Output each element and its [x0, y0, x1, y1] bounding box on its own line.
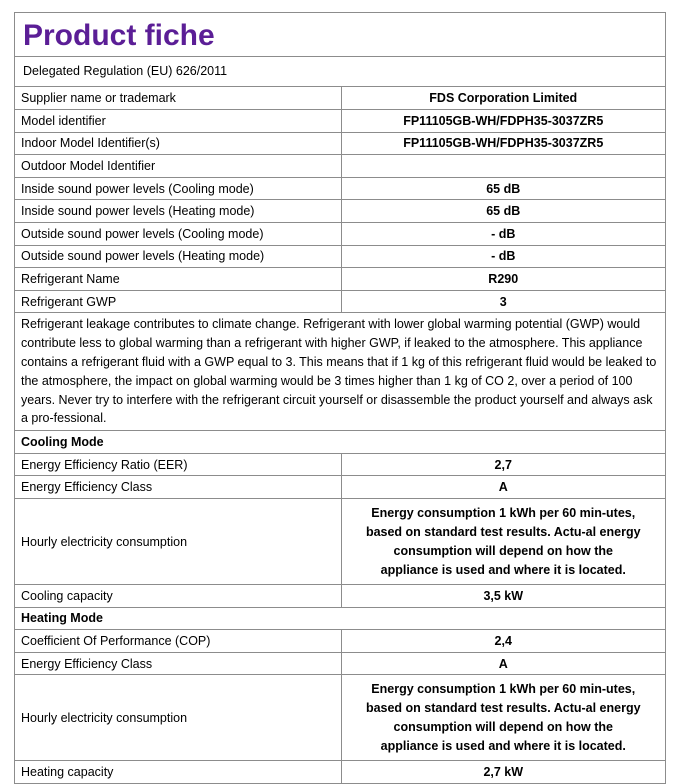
row-value: - dB	[341, 223, 665, 246]
row-label: Refrigerant GWP	[15, 290, 341, 313]
row-label: Outside sound power levels (Cooling mode)	[15, 223, 341, 246]
table-row	[15, 652, 665, 675]
row-value: 3,5 kW	[341, 585, 665, 608]
row-label: Inside sound power levels (Heating mode)	[15, 200, 341, 223]
row-value: FP11105GB-WH/FDPH35-3037ZR5	[341, 110, 665, 133]
table-row	[15, 200, 665, 223]
table-row	[15, 585, 665, 608]
row-label: Inside sound power levels (Cooling mode)	[15, 177, 341, 200]
table-row	[15, 110, 665, 133]
row-value: 2,4	[341, 630, 665, 653]
refrigerant-note-row	[15, 313, 665, 431]
row-label: Indoor Model Identifier(s)	[15, 132, 341, 155]
row-value: 2,7 kW	[483, 765, 524, 780]
row-value: 65 dB	[341, 200, 665, 223]
table-row	[15, 245, 665, 268]
table-row	[15, 675, 665, 761]
table-row	[15, 761, 665, 784]
heating-mode-heading: Heating Mode	[15, 607, 665, 630]
row-value	[341, 155, 665, 178]
row-value: A	[341, 476, 665, 499]
row-value: Energy consumption 1 kWh per 60 min-utes, based on standard test results. Actu-al energy consumption will depend on how the appliance is used and where it is located.	[341, 675, 665, 761]
row-value: 65 dB	[341, 177, 665, 200]
row-label: Outdoor Model Identifier	[15, 155, 341, 178]
row-label: Heating capacity	[15, 761, 341, 784]
table-row	[15, 290, 665, 313]
row-label: Hourly electricity consumption	[15, 499, 341, 585]
product-fiche-sheet	[14, 12, 666, 784]
table-row	[15, 268, 665, 291]
page-title: Product fiche	[15, 13, 665, 57]
fiche-table	[15, 87, 665, 783]
row-label: Cooling capacity	[15, 585, 341, 608]
row-label: Energy Efficiency Class	[15, 652, 341, 675]
refrigerant-note: Refrigerant leakage contributes to climate change. Refrigerant with lower global warming potential (GWP) would contribute less to global warming than a refrigerant with higher GWP, if leaked to the atmosphere. This appliance contains a refrigerant fluid with a GWP equal to 3. This means that if 1 kg of this refrigerant fluid would be leaked to the atmosphere, the impact on global warming would be 3 times higher than 1 kg of CO 2, over a period of 100 years. Never try to interfere with the refrigerant circuit yourself or disassemble the product yourself and always ask a pro-fessional.	[15, 313, 665, 431]
row-value: A	[341, 652, 665, 675]
row-label: Energy Efficiency Ratio (EER)	[15, 453, 341, 476]
row-label: Hourly electricity consumption	[15, 675, 341, 761]
row-value: 3	[341, 290, 665, 313]
table-row	[15, 453, 665, 476]
table-row	[15, 177, 665, 200]
row-value: FP11105GB-WH/FDPH35-3037ZR5	[341, 132, 665, 155]
row-label: Coefficient Of Performance (COP)	[15, 630, 341, 653]
row-label: Energy Efficiency Class	[15, 476, 341, 499]
table-row	[15, 87, 665, 110]
regulation-reference: Delegated Regulation (EU) 626/2011	[15, 57, 665, 87]
table-row	[15, 630, 665, 653]
row-value: Energy consumption 1 kWh per 60 min-utes, based on standard test results. Actu-al energy consumption will depend on how the appliance is used and where it is located.	[341, 499, 665, 585]
row-label: Model identifier	[15, 110, 341, 133]
section-heading-row	[15, 607, 665, 630]
table-row	[15, 476, 665, 499]
row-label: Outside sound power levels (Heating mode)	[15, 245, 341, 268]
table-row	[15, 499, 665, 585]
row-value: FDS Corporation Limited	[341, 87, 665, 110]
row-value: R290	[341, 268, 665, 291]
table-row	[15, 223, 665, 246]
row-label: Refrigerant Name	[15, 268, 341, 291]
table-row	[15, 155, 665, 178]
section-heading-row	[15, 431, 665, 454]
table-row	[15, 132, 665, 155]
cooling-mode-heading: Cooling Mode	[15, 431, 665, 454]
row-value: - dB	[341, 245, 665, 268]
row-value: 2,7	[341, 453, 665, 476]
row-label: Supplier name or trademark	[15, 87, 341, 110]
